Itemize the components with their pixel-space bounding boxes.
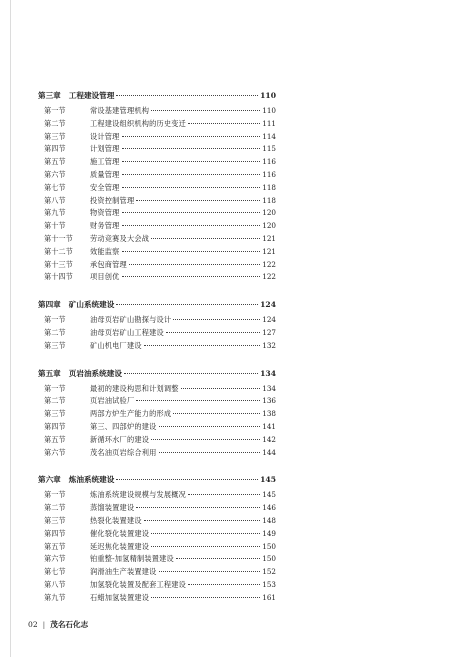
- dot-leader: [122, 174, 261, 175]
- section-number: 第十一节: [44, 233, 73, 243]
- dot-leader: [136, 507, 260, 508]
- chapter-block: [38, 474, 276, 605]
- section-title: 财务管理: [90, 221, 120, 231]
- dot-leader: [151, 238, 260, 239]
- chapter-title: 工程建设管理: [68, 91, 115, 100]
- section-page-number: 150: [262, 554, 276, 564]
- footer-book-title: 茂名石化志: [50, 620, 89, 629]
- dot-leader: [159, 452, 261, 453]
- section-title: 铂重整-加氢精制装置建设: [90, 554, 174, 564]
- section-page-number: 136: [262, 396, 276, 406]
- section-title: 蒸馏装置建设: [90, 503, 135, 513]
- section-number: 第五节: [44, 157, 66, 167]
- section-title: 矿山机电厂建设: [90, 340, 142, 350]
- section-entry[interactable]: [38, 580, 276, 593]
- section-title: 炼油系统建设规模与发展概况: [90, 490, 187, 500]
- section-number: 第三节: [44, 409, 66, 419]
- section-entry[interactable]: [38, 554, 276, 567]
- chapter-block: [38, 299, 276, 353]
- dot-leader: [122, 148, 261, 149]
- dot-leader: [159, 426, 261, 427]
- section-entry[interactable]: [38, 542, 276, 555]
- chapter-title: 页岩油系统建设: [68, 368, 122, 378]
- dot-leader: [122, 251, 261, 252]
- section-number: 第十节: [44, 221, 66, 231]
- section-title: 质量管理: [90, 169, 120, 179]
- section-entry[interactable]: [38, 170, 276, 183]
- dot-leader: [151, 110, 260, 111]
- dot-leader: [136, 400, 260, 401]
- chapter-number: 第四章: [38, 300, 61, 310]
- chapter-block: [38, 90, 276, 285]
- section-entry[interactable]: [38, 396, 276, 409]
- section-title: 劳动竞赛及大会战: [90, 233, 150, 243]
- section-page-number: 146: [262, 503, 276, 513]
- section-number: 第二节: [44, 396, 66, 406]
- dot-leader: [181, 388, 261, 389]
- dot-leader: [151, 533, 260, 534]
- section-entry[interactable]: [38, 208, 276, 221]
- section-entry[interactable]: [38, 328, 276, 341]
- section-number: 第十四节: [44, 272, 73, 282]
- section-page-number: 144: [262, 447, 276, 457]
- section-number: 第八节: [44, 195, 66, 205]
- section-title: 新循环水厂的建设: [90, 434, 150, 444]
- section-title: 第三、四部炉的建设: [90, 421, 157, 431]
- table-of-contents: [38, 90, 276, 620]
- section-number: 第七节: [44, 182, 66, 192]
- chapter-number: 第五章: [38, 368, 61, 378]
- section-page-number: 120: [262, 208, 276, 218]
- section-title: 安全管理: [90, 182, 120, 192]
- section-page-number: 152: [262, 567, 276, 577]
- chapter-page-number: 134: [260, 368, 276, 378]
- section-title: 项目创优: [90, 272, 120, 282]
- section-entry[interactable]: [38, 144, 276, 157]
- section-number: 第七节: [44, 567, 66, 577]
- section-page-number: 118: [262, 195, 276, 205]
- section-page-number: 134: [262, 383, 276, 393]
- dot-leader: [188, 584, 260, 585]
- section-entry[interactable]: [38, 196, 276, 209]
- section-entry[interactable]: [38, 183, 276, 196]
- section-page-number: 153: [262, 579, 276, 589]
- section-title: 石蜡加氢装置建设: [90, 592, 150, 602]
- section-entry[interactable]: [38, 503, 276, 516]
- section-page-number: 142: [262, 434, 276, 444]
- dot-leader: [151, 597, 260, 598]
- section-number: 第三节: [44, 515, 66, 525]
- section-page-number: 127: [262, 327, 276, 337]
- dot-leader: [124, 373, 258, 374]
- section-page-number: 116: [262, 157, 276, 167]
- section-number: 第四节: [44, 421, 66, 431]
- section-title: 最初的建设构思和计划调整: [90, 383, 179, 393]
- dot-leader: [151, 546, 260, 547]
- section-entry[interactable]: [38, 132, 276, 145]
- dot-leader: [173, 413, 260, 414]
- section-title: 两部方炉生产能力的形成: [90, 409, 172, 419]
- footer-separator: |: [42, 620, 46, 629]
- section-entry[interactable]: [38, 247, 276, 260]
- section-page-number: 149: [262, 528, 276, 538]
- section-number: 第三节: [44, 131, 66, 141]
- section-page-number: 161: [262, 592, 276, 602]
- chapter-page-number: 110: [260, 91, 276, 100]
- section-number: 第五节: [44, 541, 66, 551]
- dot-leader: [122, 276, 261, 277]
- section-number: 第一节: [44, 490, 66, 500]
- dot-leader: [122, 187, 261, 188]
- chapter-heading[interactable]: [38, 299, 276, 315]
- section-page-number: 110: [262, 106, 276, 115]
- chapter-number: 第六章: [38, 475, 61, 485]
- section-page-number: 145: [262, 490, 276, 500]
- dot-leader: [129, 264, 260, 265]
- chapter-block: [38, 368, 276, 461]
- section-entry[interactable]: [38, 593, 276, 606]
- section-number: 第八节: [44, 579, 66, 589]
- section-number: 第六节: [44, 169, 66, 179]
- section-page-number: 132: [262, 340, 276, 350]
- dot-leader: [188, 123, 260, 124]
- section-page-number: 124: [262, 315, 276, 325]
- dot-leader: [144, 345, 261, 346]
- section-entry[interactable]: [38, 315, 276, 328]
- section-page-number: 116: [262, 169, 276, 179]
- section-entry[interactable]: [38, 157, 276, 170]
- section-entry[interactable]: [38, 516, 276, 529]
- dot-leader: [176, 558, 260, 559]
- section-entry[interactable]: [38, 119, 276, 132]
- dot-leader: [173, 319, 260, 320]
- section-title: 施工管理: [90, 157, 120, 167]
- section-page-number: 138: [262, 409, 276, 419]
- section-page-number: 111: [262, 118, 276, 128]
- section-title: 热裂化装置建设: [90, 515, 142, 525]
- section-number: 第四节: [44, 144, 66, 154]
- section-entry[interactable]: [38, 567, 276, 580]
- section-title: 常设基建管理机构: [90, 106, 150, 115]
- section-page-number: 150: [262, 541, 276, 551]
- section-title: 计划管理: [90, 144, 120, 154]
- chapter-page-number: 145: [260, 475, 276, 485]
- section-number: 第一节: [44, 315, 66, 325]
- section-number: 第一节: [44, 106, 66, 115]
- section-entry[interactable]: [38, 409, 276, 422]
- dot-leader: [122, 212, 261, 213]
- chapter-heading[interactable]: [38, 474, 276, 490]
- section-title: 油母页岩矿山工程建设: [90, 327, 164, 337]
- section-entry[interactable]: [38, 422, 276, 435]
- section-page-number: 122: [262, 259, 276, 269]
- section-entry[interactable]: [38, 234, 276, 247]
- section-title: 润滑油生产装置建设: [90, 567, 157, 577]
- section-number: 第五节: [44, 434, 66, 444]
- section-number: 第二节: [44, 327, 66, 337]
- footer-page-number: 02: [28, 620, 38, 629]
- chapter-title: 炼油系统建设: [68, 475, 115, 485]
- section-entry[interactable]: [38, 384, 276, 397]
- section-number: 第十三节: [44, 259, 73, 269]
- dot-leader: [122, 161, 261, 162]
- section-entry[interactable]: [38, 435, 276, 448]
- section-page-number: 122: [262, 272, 276, 282]
- section-title: 延迟焦化装置建设: [90, 541, 150, 551]
- section-page-number: 121: [262, 246, 276, 256]
- section-title: 承包商管理: [90, 259, 127, 269]
- section-number: 第一节: [44, 383, 66, 393]
- section-title: 设计管理: [90, 131, 120, 141]
- section-number: 第九节: [44, 208, 66, 218]
- section-entry[interactable]: [38, 448, 276, 461]
- section-page-number: 115: [262, 144, 276, 154]
- section-title: 页岩油试验厂: [90, 396, 135, 406]
- section-number: 第九节: [44, 592, 66, 602]
- dot-leader: [116, 95, 258, 96]
- dot-leader: [116, 479, 258, 480]
- section-page-number: 120: [262, 221, 276, 231]
- section-number: 第十二节: [44, 246, 73, 256]
- chapter-title: 矿山系统建设: [68, 300, 115, 310]
- section-title: 催化裂化装置建设: [90, 528, 150, 538]
- section-page-number: 118: [262, 182, 276, 192]
- section-title: 茂名油页岩综合利用: [90, 447, 157, 457]
- dot-leader: [136, 200, 260, 201]
- section-number: 第二节: [44, 503, 66, 513]
- chapter-page-number: 124: [260, 300, 276, 310]
- section-title: 油母页岩矿山勘探与设计: [90, 315, 172, 325]
- page-footer: [28, 619, 88, 630]
- section-number: 第六节: [44, 447, 66, 457]
- section-number: 第二节: [44, 118, 66, 128]
- section-entry[interactable]: [38, 221, 276, 234]
- section-entry[interactable]: [38, 106, 276, 119]
- section-entry[interactable]: [38, 490, 276, 503]
- section-entry[interactable]: [38, 260, 276, 273]
- section-title: 投资控制管理: [90, 195, 135, 205]
- dot-leader: [159, 571, 261, 572]
- section-entry[interactable]: [38, 272, 276, 285]
- section-page-number: 121: [262, 233, 276, 243]
- section-entry[interactable]: [38, 529, 276, 542]
- section-entry[interactable]: [38, 341, 276, 354]
- chapter-heading[interactable]: [38, 90, 276, 106]
- section-number: 第三节: [44, 340, 66, 350]
- chapter-number: 第三章: [38, 91, 61, 100]
- binding-edge-rule: [10, 0, 11, 657]
- section-title: 工程建设组织机构的历史变迁: [90, 118, 187, 128]
- section-title: 加氢裂化装置及配套工程建设: [90, 579, 187, 589]
- dot-leader: [166, 332, 260, 333]
- dot-leader: [116, 304, 258, 305]
- section-number: 第六节: [44, 554, 66, 564]
- dot-leader: [151, 439, 260, 440]
- section-page-number: 141: [262, 421, 276, 431]
- section-page-number: 148: [262, 515, 276, 525]
- dot-leader: [122, 225, 261, 226]
- dot-leader: [144, 520, 261, 521]
- section-page-number: 114: [262, 131, 276, 141]
- section-title: 物资管理: [90, 208, 120, 218]
- dot-leader: [122, 136, 261, 137]
- dot-leader: [188, 494, 260, 495]
- section-title: 效能监察: [90, 246, 120, 256]
- section-number: 第四节: [44, 528, 66, 538]
- chapter-heading[interactable]: [38, 368, 276, 384]
